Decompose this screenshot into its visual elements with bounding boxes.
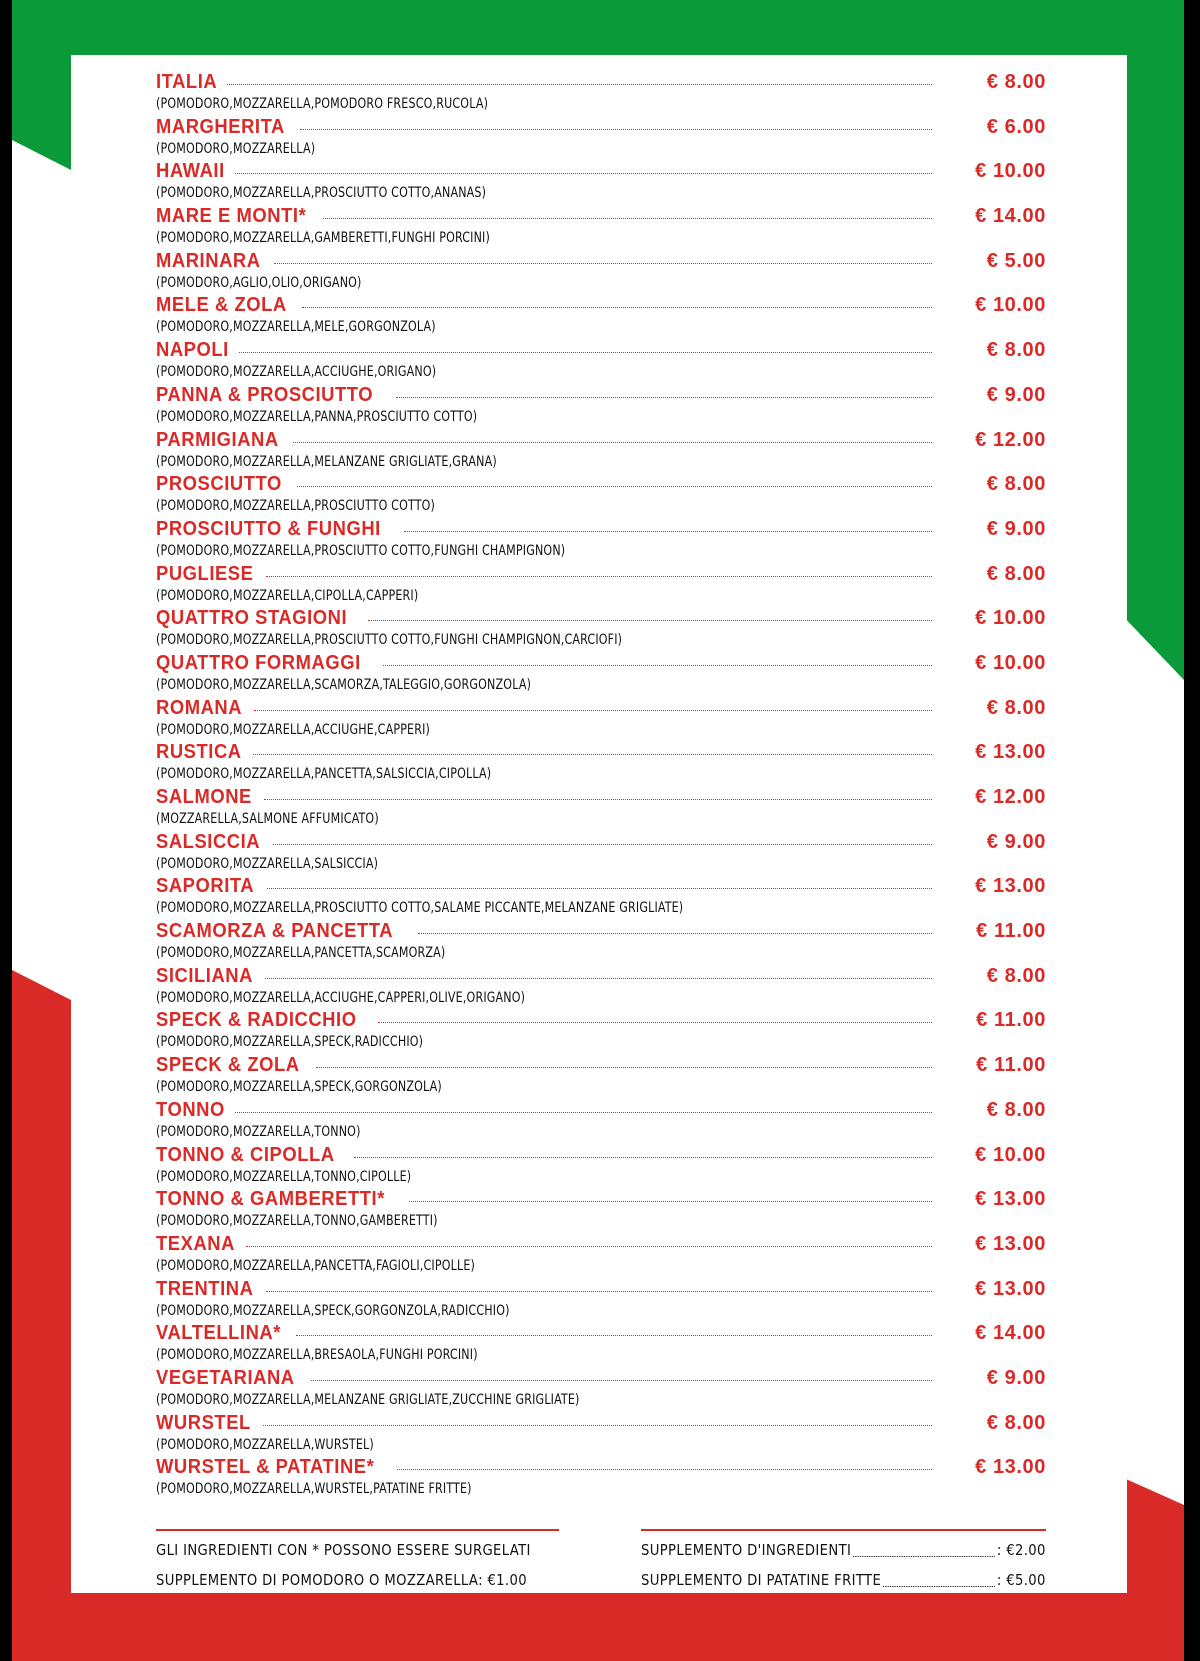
leader-dots: [418, 932, 932, 934]
pizza-name: SALSICCIA: [156, 830, 261, 853]
pizza-price: € 12.00: [975, 786, 1046, 808]
menu-item-row: [156, 563, 1046, 587]
pizza-ingredients: (POMODORO,MOZZARELLA,PANCETTA,SALSICCIA,CIPOLLA): [156, 766, 492, 783]
menu-item: [156, 71, 1046, 116]
leader-dots: [266, 1290, 932, 1292]
pizza-ingredients: (POMODORO,MOZZARELLA,PANNA,PROSCIUTTO COTTO): [156, 408, 478, 425]
menu-item-row: [156, 786, 1046, 810]
pizza-ingredients: (POMODORO,MOZZARELLA,SPECK,GORGONZOLA): [156, 1079, 442, 1096]
pizza-price: € 13.00: [975, 875, 1046, 898]
pizza-price: € 9.00: [986, 383, 1046, 406]
pizza-price: € 13.00: [975, 1232, 1046, 1255]
menu-item: [156, 875, 1046, 920]
supplement-ingredients-label: SUPPLEMENTO D'INGREDIENTI: [641, 1541, 852, 1559]
menu-item-row: [156, 1322, 1046, 1346]
menu-item: [156, 339, 1046, 384]
menu-item-row: [156, 697, 1046, 721]
pizza-price: € 13.00: [975, 741, 1046, 764]
menu-item: [156, 1322, 1046, 1367]
menu-item: [156, 205, 1046, 250]
menu-item: [156, 1188, 1046, 1233]
pizza-name: SPECK & RADICCHIO: [156, 1009, 357, 1032]
leader-dots: [853, 1555, 995, 1557]
pizza-ingredients: (POMODORO,MOZZARELLA,WURSTEL): [156, 1436, 374, 1453]
menu-item-row: [156, 205, 1046, 229]
menu-item-row: [156, 1009, 1046, 1033]
pizza-price: € 9.00: [986, 517, 1046, 540]
leader-dots: [246, 1245, 932, 1247]
menu-item-row: [156, 1188, 1046, 1212]
menu-item-row: [156, 250, 1046, 274]
menu-item-row: [156, 116, 1046, 140]
leader-dots: [263, 1424, 932, 1426]
leader-dots: [368, 619, 932, 621]
pizza-ingredients: (POMODORO,MOZZARELLA,ACCIUGHE,CAPPERI,OLIVE,ORIGANO): [156, 989, 526, 1006]
menu-item: [156, 965, 1046, 1010]
pizza-ingredients: (POMODORO,MOZZARELLA,PROSCIUTTO COTTO): [156, 498, 436, 515]
menu-item: [156, 786, 1046, 831]
pizza-price: € 8.00: [986, 964, 1046, 987]
pizza-ingredients: (POMODORO,MOZZARELLA,ACCIUGHE,CAPPERI): [156, 721, 431, 738]
menu-item-row: [156, 1144, 1046, 1168]
pizza-price: € 10.00: [975, 1143, 1046, 1166]
pizza-ingredients: (POMODORO,MOZZARELLA,PROSCIUTTO COTTO,FUNGHI CHAMPIGNON): [156, 542, 566, 559]
pizza-ingredients: (POMODORO,MOZZARELLA,MELANZANE GRIGLIATE,GRANA): [156, 453, 497, 470]
menu-item: [156, 116, 1046, 161]
pizza-price: € 9.00: [986, 1366, 1046, 1389]
pizza-name: SICILIANA: [156, 964, 253, 987]
menu-item-row: [156, 1099, 1046, 1123]
menu-item-row: [156, 429, 1046, 453]
pizza-price: € 8.00: [986, 1411, 1046, 1434]
menu-item: [156, 250, 1046, 295]
pizza-ingredients: (POMODORO,MOZZARELLA,TONNO,CIPOLLE): [156, 1168, 412, 1185]
pizza-ingredients: (POMODORO,MOZZARELLA,ACCIUGHE,ORIGANO): [156, 364, 437, 381]
menu-item-row: [156, 875, 1046, 899]
menu-item: [156, 1009, 1046, 1054]
pizza-name: PARMIGIANA: [156, 428, 279, 451]
menu-item: [156, 429, 1046, 474]
leader-dots: [404, 530, 932, 532]
pizza-price: € 14.00: [975, 205, 1046, 228]
pizza-price: € 11.00: [976, 1009, 1046, 1032]
footer-left-column: [156, 1529, 559, 1599]
leader-dots: [383, 664, 932, 666]
menu-item: [156, 831, 1046, 876]
menu-item: [156, 1456, 1046, 1501]
pizza-name: SCAMORZA & PANCETTA: [156, 920, 394, 943]
supplement-fries-label: SUPPLEMENTO DI PATATINE FRITTE: [641, 1571, 882, 1589]
pizza-ingredients: (POMODORO,MOZZARELLA,SPECK,GORGONZOLA,RADICCHIO): [156, 1302, 510, 1319]
pizza-name: TONNO & CIPOLLA: [156, 1143, 335, 1166]
pizza-name: VEGETARIANA: [156, 1366, 295, 1389]
pizza-price: € 9.00: [986, 830, 1046, 853]
pizza-name: TRENTINA: [156, 1277, 254, 1300]
pizza-name: SPECK & ZOLA: [156, 1054, 300, 1077]
leader-dots: [296, 1334, 932, 1336]
pizza-price: € 8.00: [986, 562, 1046, 585]
pizza-ingredients: (POMODORO,MOZZARELLA,MELE,GORGONZOLA): [156, 319, 436, 336]
pizza-name: TEXANA: [156, 1232, 235, 1255]
leader-dots: [396, 396, 932, 398]
pizza-name: WURSTEL & PATATINE*: [156, 1456, 375, 1479]
pizza-menu-list: [156, 71, 1046, 1501]
menu-item-row: [156, 607, 1046, 631]
menu-item-row: [156, 294, 1046, 318]
leader-dots: [227, 83, 932, 85]
leader-dots: [254, 709, 932, 711]
pizza-ingredients: (POMODORO,MOZZARELLA): [156, 140, 316, 157]
pizza-ingredients: (POMODORO,MOZZARELLA,SPECK,RADICCHIO): [156, 1034, 424, 1051]
pizza-ingredients: (POMODORO,MOZZARELLA,PANCETTA,FAGIOLI,CIPOLLE): [156, 1257, 475, 1274]
pizza-name: MARINARA: [156, 249, 261, 272]
menu-item-row: [156, 831, 1046, 855]
pizza-price: € 10.00: [975, 294, 1046, 317]
menu-item: [156, 294, 1046, 339]
leader-dots: [264, 798, 932, 800]
menu-item-row: [156, 1367, 1046, 1391]
pizza-ingredients: (POMODORO,MOZZARELLA,CIPOLLA,CAPPERI): [156, 587, 419, 604]
pizza-price: € 13.00: [975, 1188, 1046, 1211]
frozen-ingredients-note: GLI INGREDIENTI CON * POSSONO ESSERE SURGELATI: [156, 1541, 531, 1559]
menu-item: [156, 1144, 1046, 1189]
leader-dots: [409, 1200, 932, 1202]
pizza-name: HAWAII: [156, 160, 225, 183]
supplement-ingredients-value: : €2.00: [996, 1541, 1046, 1559]
menu-item: [156, 160, 1046, 205]
pizza-name: PROSCIUTTO: [156, 473, 282, 496]
supplement-tomato-mozzarella: SUPPLEMENTO DI POMODORO O MOZZARELLA: €1.00: [156, 1571, 527, 1589]
pizza-name: QUATTRO STAGIONI: [156, 607, 348, 630]
menu-item: [156, 473, 1046, 518]
pizza-price: € 5.00: [986, 249, 1046, 272]
pizza-price: € 10.00: [975, 160, 1046, 183]
menu-item-row: [156, 1278, 1046, 1302]
pizza-name: WURSTEL: [156, 1411, 251, 1434]
pizza-name: VALTELLINA*: [156, 1322, 281, 1345]
pizza-name: PROSCIUTTO & FUNGHI: [156, 517, 381, 540]
pizza-price: € 10.00: [975, 607, 1046, 630]
pizza-price: € 13.00: [975, 1277, 1046, 1300]
leader-dots: [316, 1066, 932, 1068]
menu-item-row: [156, 339, 1046, 363]
pizza-name: QUATTRO FORMAGGI: [156, 651, 361, 674]
menu-item-row: [156, 160, 1046, 184]
menu-item-row: [156, 1054, 1046, 1078]
leader-dots: [274, 262, 932, 264]
pizza-ingredients: (POMODORO,MOZZARELLA,MELANZANE GRIGLIATE,ZUCCHINE GRIGLIATE): [156, 1391, 580, 1408]
menu-item-row: [156, 920, 1046, 944]
pizza-ingredients: (POMODORO,AGLIO,OLIO,ORIGANO): [156, 274, 362, 291]
menu-item: [156, 1054, 1046, 1099]
pizza-ingredients: (POMODORO,MOZZARELLA,SALSICCIA): [156, 855, 379, 872]
menu-item: [156, 741, 1046, 786]
pizza-name: SALMONE: [156, 786, 252, 808]
leader-dots: [883, 1585, 995, 1587]
leader-dots: [267, 887, 932, 889]
pizza-name: TONNO & GAMBERETTI*: [156, 1188, 385, 1211]
menu-item: [156, 1412, 1046, 1457]
pizza-price: € 8.00: [986, 696, 1046, 719]
leader-dots: [378, 1021, 932, 1023]
menu-item: [156, 920, 1046, 965]
pizza-ingredients: (POMODORO,MOZZARELLA,PROSCIUTTO COTTO,FUNGHI CHAMPIGNON,CARCIOFI): [156, 632, 623, 649]
menu-item: [156, 563, 1046, 608]
menu-footer: [156, 1529, 1046, 1589]
pizza-price: € 13.00: [975, 1456, 1046, 1479]
leader-dots: [297, 485, 932, 487]
pizza-name: MARGHERITA: [156, 115, 285, 138]
menu-item: [156, 607, 1046, 652]
pizza-ingredients: (MOZZARELLA,SALMONE AFFUMICATO): [156, 811, 379, 827]
pizza-ingredients: (POMODORO,MOZZARELLA,GAMBERETTI,FUNGHI PORCINI): [156, 230, 491, 247]
pizza-price: € 12.00: [975, 428, 1046, 451]
menu-item-row: [156, 71, 1046, 95]
menu-item-row: [156, 1412, 1046, 1436]
leader-dots: [300, 128, 932, 130]
menu-item: [156, 384, 1046, 429]
pizza-name: ROMANA: [156, 696, 243, 719]
menu-item-row: [156, 965, 1046, 989]
pizza-ingredients: (POMODORO,MOZZARELLA,PROSCIUTTO COTTO,SALAME PICCANTE,MELANZANE GRIGLIATE): [156, 900, 684, 917]
pizza-price: € 8.00: [986, 1098, 1046, 1121]
leader-dots: [273, 843, 932, 845]
pizza-ingredients: (POMODORO,MOZZARELLA,PANCETTA,SCAMORZA): [156, 945, 446, 962]
menu-item: [156, 1278, 1046, 1323]
menu-item-row: [156, 1233, 1046, 1257]
pizza-ingredients: (POMODORO,MOZZARELLA,BRESAOLA,FUNGHI PORCINI): [156, 1347, 478, 1364]
pizza-price: € 6.00: [986, 115, 1046, 138]
leader-dots: [354, 1156, 932, 1158]
pizza-price: € 8.00: [986, 473, 1046, 496]
pizza-price: € 8.00: [986, 71, 1046, 93]
pizza-price: € 14.00: [975, 1322, 1046, 1345]
pizza-name: ITALIA: [156, 71, 218, 93]
pizza-price: € 8.00: [986, 339, 1046, 362]
menu-item-row: [156, 473, 1046, 497]
menu-item: [156, 652, 1046, 697]
menu-page: [12, 0, 1184, 1661]
leader-dots: [311, 1379, 932, 1381]
pizza-name: RUSTICA: [156, 741, 242, 764]
leader-dots: [253, 753, 932, 755]
supplement-fries: [641, 1569, 1046, 1599]
leader-dots: [265, 977, 932, 979]
pizza-name: MELE & ZOLA: [156, 294, 287, 317]
pizza-price: € 10.00: [975, 651, 1046, 674]
leader-dots: [235, 1111, 932, 1113]
leader-dots: [293, 441, 932, 443]
leader-dots: [266, 575, 932, 577]
pizza-name: SAPORITA: [156, 875, 255, 898]
menu-item: [156, 518, 1046, 563]
menu-item: [156, 1099, 1046, 1144]
leader-dots: [302, 306, 932, 308]
leader-dots: [323, 217, 932, 219]
pizza-ingredients: (POMODORO,MOZZARELLA,POMODORO FRESCO,RUCOLA): [156, 96, 489, 112]
footer-right-column: [641, 1529, 1046, 1599]
pizza-name: NAPOLI: [156, 339, 229, 362]
leader-dots: [235, 172, 932, 174]
leader-dots: [397, 1468, 932, 1470]
pizza-price: € 11.00: [976, 920, 1046, 943]
pizza-ingredients: (POMODORO,MOZZARELLA,TONNO,GAMBERETTI): [156, 1213, 438, 1230]
menu-item-row: [156, 741, 1046, 765]
menu-item: [156, 1233, 1046, 1278]
pizza-name: TONNO: [156, 1098, 225, 1121]
menu-item: [156, 1367, 1046, 1412]
pizza-ingredients: (POMODORO,MOZZARELLA,TONNO): [156, 1123, 361, 1140]
pizza-ingredients: (POMODORO,MOZZARELLA,WURSTEL,PATATINE FRITTE): [156, 1481, 472, 1498]
menu-item-row: [156, 384, 1046, 408]
pizza-name: PANNA & PROSCIUTTO: [156, 383, 374, 406]
pizza-name: MARE E MONTI*: [156, 205, 307, 228]
menu-sheet: [71, 55, 1127, 1593]
pizza-ingredients: (POMODORO,MOZZARELLA,SCAMORZA,TALEGGIO,GORGONZOLA): [156, 676, 532, 693]
supplement-fries-value: : €5.00: [996, 1571, 1046, 1589]
pizza-name: PUGLIESE: [156, 562, 254, 585]
supplement-ingredients: [641, 1539, 1046, 1569]
pizza-ingredients: (POMODORO,MOZZARELLA,PROSCIUTTO COTTO,ANANAS): [156, 185, 487, 202]
menu-item-row: [156, 652, 1046, 676]
pizza-price: € 11.00: [976, 1054, 1046, 1077]
menu-item: [156, 697, 1046, 742]
menu-item-row: [156, 518, 1046, 542]
menu-item-row: [156, 1456, 1046, 1480]
leader-dots: [239, 351, 932, 353]
